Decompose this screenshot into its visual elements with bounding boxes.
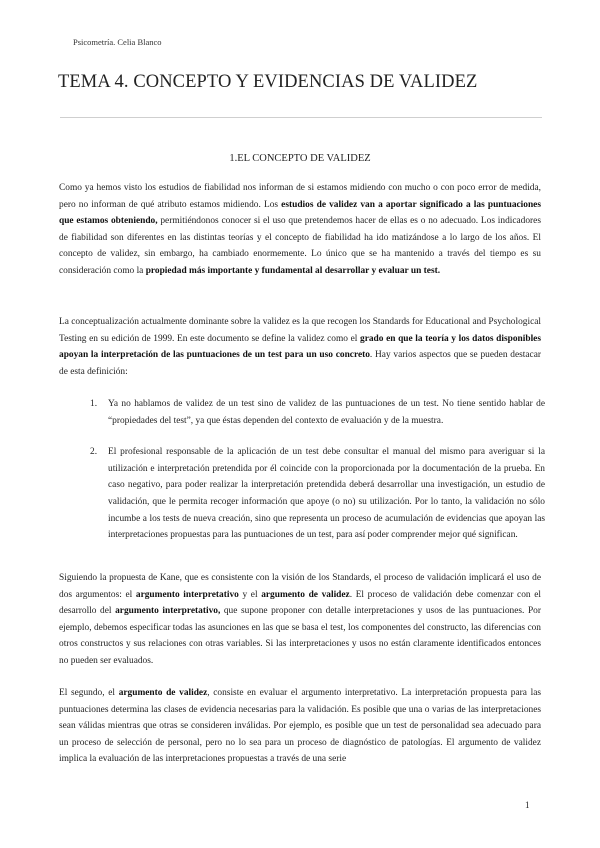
title-divider: [60, 117, 542, 118]
list-item: [90, 396, 545, 429]
paragraph-4: [59, 685, 541, 768]
paragraph-text: , consiste en evaluar el argumento interpretativo. La interpretación propuesta para las puntuaciones determina las clases de evidencia necesarias para la validación. Es posible que una o varias de las interpretaciones sean válidas mientras que otras se consideren inválidas. Por ejemplo, es posible que un test de personalidad sea adecuado para un proceso de selección de personal, pero no lo sea para un proceso de diagnóstico de patologías. El argumento de validez implica la evaluación de las interpretaciones propuestas a través de una serie: [59, 688, 541, 765]
paragraph-text: y el: [238, 589, 262, 600]
paragraph-1: [59, 180, 541, 280]
paragraph-text: Siguiendo la propuesta de Kane, que es consistente con la visión de los Standards, el proceso de validación implicará el uso de dos argumentos: el: [59, 573, 541, 600]
list-item-text: Ya no hablamos de validez de un test sino de validez de las puntuaciones de un test. No tiene sentido hablar de “propiedades del test”, ya que éstas dependen del contexto de evaluación y de la muestra.: [108, 399, 545, 426]
bold-phrase: argumento de validez: [261, 589, 350, 600]
list-item-text: El profesional responsable de la aplicación de un test debe consultar el manual del mismo para averiguar si la utilización e interpretación pretendida por él coincide con la proporcionada por la documentación de la prueba. En caso negativo, para poder realizar la interpretación pretendida deberá desarrollar una investigación, un estudio de validación, que le permita recoger información que apoye (o no) su utilización. Por lo tanto, la validación no sólo incumbe a los tests de nueva creación, sino que representa un proceso de acumulación de evidencias que apoyan las interpretaciones propuestas para las puntuaciones de un test, para así poder comprender mejor qué significan.: [108, 447, 545, 541]
page-title: TEMA 4. CONCEPTO Y EVIDENCIAS DE VALIDEZ: [58, 72, 478, 92]
paragraph-text: El segundo, el: [59, 688, 119, 698]
list-number: 1.: [90, 399, 98, 409]
paragraph-3: [59, 570, 541, 670]
bold-phrase: argumento interpretativo,: [115, 606, 221, 617]
bold-phrase: estudios de validez van a aportar significado a las puntuaciones que estamos obteniendo,: [59, 199, 541, 227]
list-item: [90, 444, 545, 544]
bold-phrase: propiedad más importante y fundamental al desarrollar y evaluar un test.: [145, 265, 441, 276]
paragraph-text: La conceptualización actualmente dominante sobre la validez es la que recogen los Standards for Educational and Psychological Testing en su edición de 1999. En este documento se define la validez como el: [59, 317, 541, 344]
list-number: 2.: [90, 447, 98, 458]
bold-phrase: grado en que la teoría y los datos disponibles apoyan la interpretación de las puntuaciones de un test para un uso concreto: [59, 333, 541, 361]
section-heading: 1.EL CONCEPTO DE VALIDEZ: [229, 153, 371, 164]
paragraph-2: [59, 314, 541, 380]
bold-phrase: argumento de validez: [118, 688, 208, 698]
numbered-list: [90, 396, 545, 544]
paragraph-text: permitiéndonos conocer si el uso que pretendemos hacer de ellas es o no adecuado. Los indicadores de fiabilidad son diferentes en las distintas teorías y el concepto de fiabilidad ha ido matizándose a lo largo de los años. El concepto de validez, sin embargo, ha cambiado enormemente. Lo único que se ha mantenido a través del tiempo es su consideración como la: [59, 216, 541, 276]
paragraph-text: . El proceso de validación debe comenzar con el desarrollo del: [59, 589, 541, 617]
paragraph-text: que supone proponer con detalle interpretaciones y usos de las puntuaciones. Por ejemplo, debemos especificar todas las asunciones en las que se basa el test, los componentes del constructo, las diferencias con otros constructos y sus relaciones con otras variables. Si las interpretaciones y usos no están claramente identificados entonces no pueden ser evaluados.: [59, 606, 541, 666]
running-header: Psicometría. Celia Blanco: [73, 37, 162, 47]
paragraph-text: . Hay varios aspectos que se pueden destacar de esta definición:: [59, 350, 541, 377]
page-number: 1: [525, 800, 530, 810]
paragraph-text: Como ya hemos visto los estudios de fiabilidad nos informan de si estamos midiendo con mucho o con poco error de medida, pero no informan de qué atributo estamos midiendo. Los: [59, 183, 541, 210]
bold-phrase: argumento interpretativo: [135, 589, 239, 600]
